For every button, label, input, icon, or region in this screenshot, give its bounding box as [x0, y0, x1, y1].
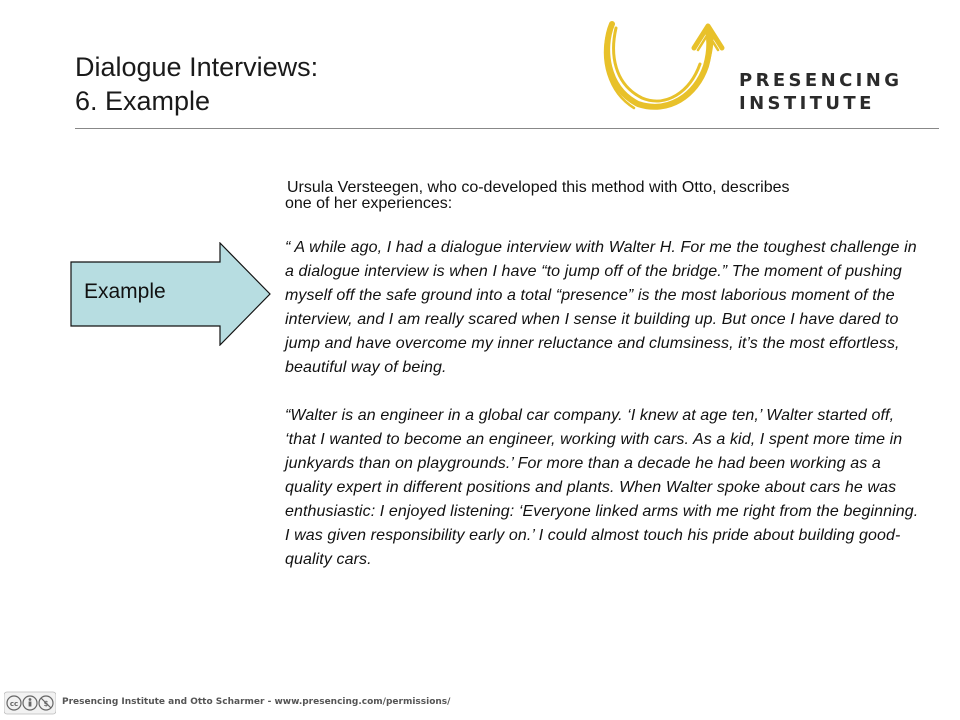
- quote-paragraph-2: “Walter is an engineer in a global car company. ‘I knew at age ten,’ Walter started off, ‘that I wanted to become an engineer, working with cars. As a kid, I spent more time in junkyards than on playgrounds.’ For more than a decade he had been working as a quality expert in different positions and plants. When Walter spoke about cars he was enthusiastic: I enjoyed listening: ‘Everyone linked arms with me right from the beginning. I was given responsibility early on.’ I could almost touch his pride about building good-quality cars.: [285, 407, 919, 568]
- svg-text:$: $: [43, 700, 49, 708]
- slide-title: [75, 50, 318, 118]
- logo-text-line-2: INSTITUTE: [739, 93, 875, 114]
- presencing-institute-wordmark: [739, 69, 902, 115]
- title-line-1: Dialogue Interviews:: [75, 52, 319, 82]
- logo-text-line-1: PRESENCING: [739, 70, 903, 91]
- svg-text:cc: cc: [9, 700, 19, 708]
- footer: [0, 690, 960, 720]
- footer-attribution: Presencing Institute and Otto Scharmer - www.presencing.com/permissions/: [62, 697, 451, 707]
- arrow-callout-label: Example: [84, 280, 166, 303]
- title-line-2: 6. Example: [75, 86, 211, 116]
- intro-line-2: one of her experiences:: [285, 195, 453, 212]
- intro-paragraph: [285, 180, 925, 212]
- quote-paragraph-1: “ A while ago, I had a dialogue interview with Walter H. For me the toughest challenge in a dialogue interview is when I have “to jump off of the bridge.” The moment of pushing myself off the safe ground into a total “presence” is the most laborious moment of the interview, and I am really scared when I sense it building up. But once I have dared to jump and have overcome my inner reluctance and clumsiness, it’s the most effortless, beautiful way of being.: [285, 239, 917, 376]
- title-divider: [75, 128, 939, 129]
- presencing-logo-swoosh-icon: [598, 18, 738, 118]
- creative-commons-license-icon: [4, 690, 56, 718]
- example-text-block: [285, 180, 925, 572]
- intro-line-1: Ursula Versteegen, who co-developed this method with Otto, describes: [287, 179, 790, 196]
